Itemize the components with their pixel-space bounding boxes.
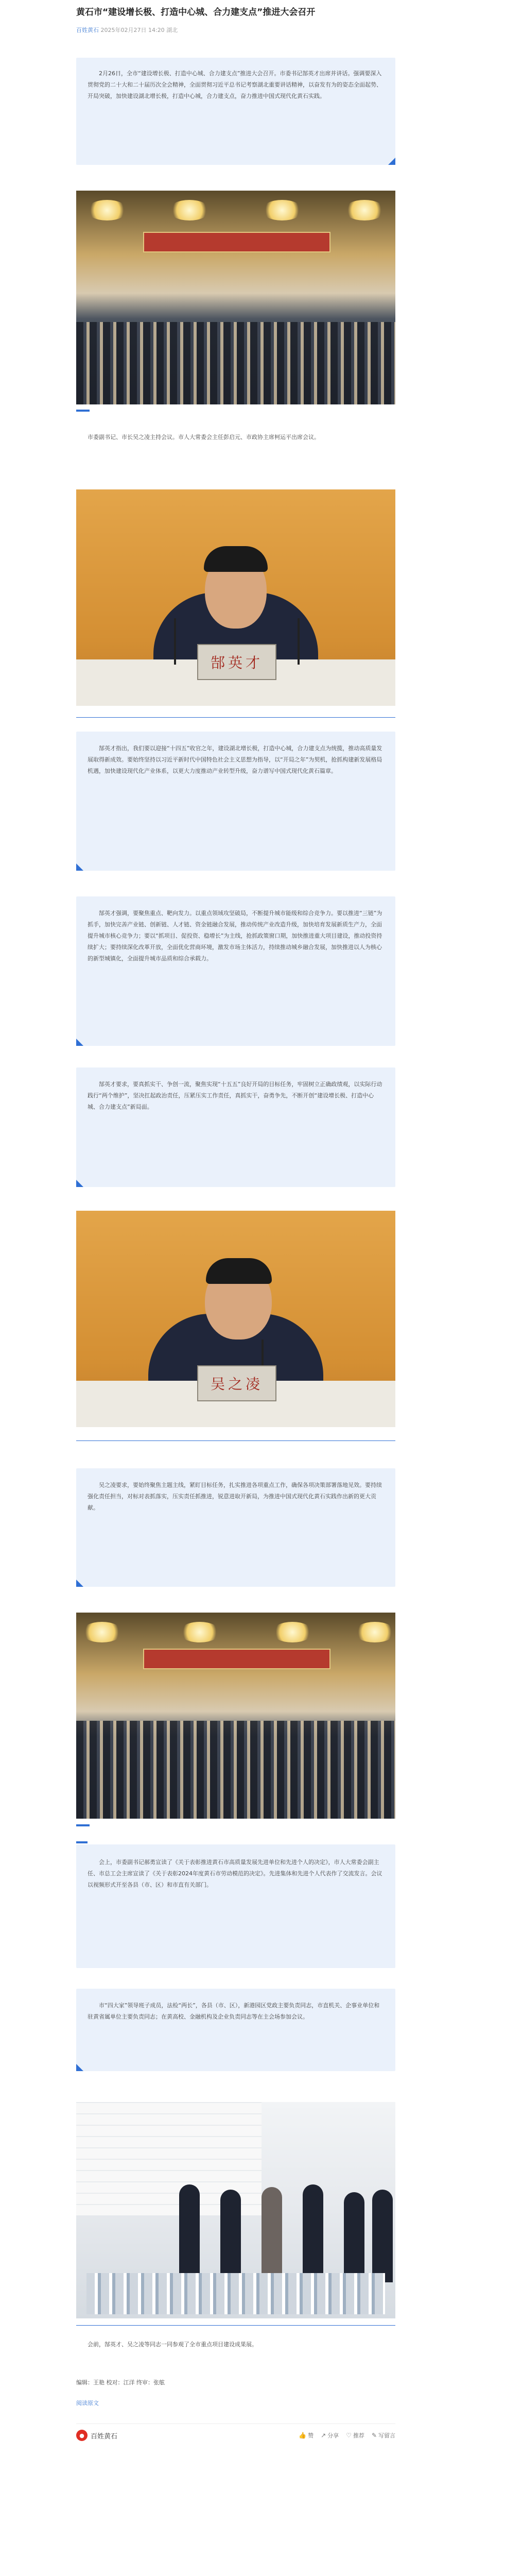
comment-button[interactable] xyxy=(372,2431,395,2439)
card-corner-decoration xyxy=(76,1180,83,1187)
host-card xyxy=(76,1468,395,1587)
paragraph-exhibition: 会前，郜英才、吴之凌等同志一同参观了全市重点项目建设成果展。 xyxy=(88,2341,257,2348)
photo-accent-line xyxy=(76,2325,395,2326)
like-button[interactable] xyxy=(299,2431,314,2439)
card-corner-decoration xyxy=(76,2064,83,2071)
chandelier-decoration xyxy=(344,200,385,221)
brand-name[interactable]: 百姓黄石 xyxy=(91,2432,118,2441)
speech-card-2 xyxy=(76,896,395,1046)
read-original-link[interactable]: 阅读原文 xyxy=(76,2400,99,2406)
attendees-card xyxy=(76,1989,395,2071)
photo-accent-bar xyxy=(76,410,90,412)
speaker-portrait-photo xyxy=(76,489,395,706)
visitor xyxy=(179,2184,200,2282)
article-location: 湖北 xyxy=(166,27,178,33)
paragraph-host: 市委副书记、市长吴之凌主持会议。市人大常委会主任彭启元、市政协主席柯运平出席会议。 xyxy=(88,434,320,440)
comment-label: 写留言 xyxy=(378,2432,395,2439)
audience-rows xyxy=(76,1721,395,1819)
exhibition-visit-photo xyxy=(76,2102,395,2318)
host-hair xyxy=(206,1258,272,1284)
stage-banner xyxy=(143,232,330,252)
intro-card xyxy=(76,58,395,165)
photo-accent-bar xyxy=(76,1824,90,1826)
stage-banner xyxy=(143,1649,330,1669)
commendation-card xyxy=(76,1844,395,1968)
card-top-accent xyxy=(76,1841,88,1843)
chandelier-decoration xyxy=(272,1622,313,1642)
comment-icon: ✎ xyxy=(371,2432,377,2439)
recommend-button[interactable] xyxy=(346,2431,364,2439)
footer-actions xyxy=(299,2431,395,2439)
meeting-hall-photo xyxy=(76,191,395,404)
recommend-label: 推荐 xyxy=(353,2432,364,2439)
chandelier-decoration xyxy=(86,200,128,221)
editor-credits: 编辑：王艳 校对：江洋 终审：张舷 xyxy=(76,2379,165,2386)
article-meta xyxy=(76,26,178,34)
meeting-hall-photo-2 xyxy=(76,1613,395,1819)
paragraph-speech-2: 郜英才强调，要聚焦重点、靶向发力。以重点领域攻坚破局，不断提升城市能级和综合竞争力。要以推进“三链”为抓手，加快完善产业链、创新链、人才链、资金链融合发展，推动传统产业改造升级，加快培育发展新质生产力，全面提升城市核心竞争力；要以“抓项目、促投资、稳增长”为主线，抢抓政策窗口期，加快推进重大项目建设，推动投资持续扩大；要持续深化改革开放，全面优化营商环境，激发市场主体活力，持续推动城乡融合发展，加快推进以人为核心的新型城镇化，全面提升城市品质和综合承载力。 xyxy=(88,910,382,962)
paragraph-host-remarks: 吴之凌要求，要始终聚焦主题主线，紧盯目标任务，扎实推进各项重点工作，确保各项决策部署落地见效。要持续强化责任担当，对标对表抓落实，压实责任抓推进，锐意进取开新局，为推进中国式现代化黄石实践作出新的更大贡献。 xyxy=(88,1482,382,1511)
city-model xyxy=(86,2273,385,2314)
paragraph-intro: 2月26日，全市“建设增长极、打造中心城、合力建支点”推进大会召开。市委书记郜英才出席并讲话。强调要深入贯彻党的二十大和二十届历次全会精神，全面贯彻习近平总书记考察湖北重要讲话精神，以奋发有为的姿态全面起势、开局突破，加快建设湖北增长极，打造中心城，合力建支点，奋力推进中国式现代化黄石实践。 xyxy=(88,70,382,99)
host-portrait-photo xyxy=(76,1211,395,1427)
photo-accent-line xyxy=(76,1440,395,1441)
share-label: 分享 xyxy=(327,2432,339,2439)
heart-icon: ♡ xyxy=(346,2432,352,2439)
chandelier-decoration xyxy=(262,200,303,221)
nameplate: 吴之凌 xyxy=(197,1365,276,1401)
article-datetime: 2025年02月27日 14:20 xyxy=(100,27,165,33)
paragraph-commendation: 会上，市委副书记郝勇宣读了《关于表彰推进黄石市高质量发展先进单位和先进个人的决定》，市人大常委会副主任、市总工会主席宣读了《关于表彰2024年度黄石市劳动模范的决定》。先进集体和先进个人代表作了交流发言。会议以视频形式开至各县（市、区）和市直有关部门。 xyxy=(88,1859,382,1888)
speech-card-1 xyxy=(76,732,395,871)
chandelier-decoration xyxy=(81,1622,123,1642)
visitor xyxy=(220,2190,241,2282)
nameplate: 郜英才 xyxy=(197,644,276,680)
share-icon: ↗ xyxy=(321,2432,326,2439)
thumb-up-icon: 👍 xyxy=(299,2432,307,2439)
chandelier-decoration xyxy=(354,1622,395,1642)
card-corner-decoration xyxy=(76,1580,83,1587)
footer-bar xyxy=(76,2428,395,2443)
card-corner-decoration xyxy=(76,1039,83,1046)
photo-accent-line xyxy=(76,717,395,718)
speech-card-3 xyxy=(76,1067,395,1187)
chandelier-decoration xyxy=(179,1622,220,1642)
chandelier-decoration xyxy=(169,200,210,221)
visitor xyxy=(372,2190,393,2282)
visitor xyxy=(303,2184,323,2282)
article-source-link[interactable]: 百姓黄石 xyxy=(76,27,99,33)
brand-logo-icon[interactable]: ● xyxy=(76,2430,88,2441)
paragraph-speech-3: 郜英才要求，要真抓实干、争创一流，聚焦实现“十五五”良好开局的目标任务，牢固树立正确政绩观，以实际行动践行“两个维护”，坚决扛起政治责任，压紧压实工作责任，真抓实干，奋勇争先，不断开创“建设增长极、打造中心城、合力建支点”新局面。 xyxy=(88,1081,382,1110)
card-corner-decoration xyxy=(388,158,395,165)
microphone xyxy=(174,618,176,665)
like-label: 赞 xyxy=(308,2432,314,2439)
paragraph-attendees: 市“四大家”领导班子成员，法检“两长”，各县（市、区），新港园区党政主要负责同志，市直机关、企事业单位和驻黄省属单位主要负责同志；在黄高校、金融机构及企业负责同志等在主会场参加会议。 xyxy=(88,2002,380,2020)
visitor xyxy=(344,2192,364,2282)
article-title: 黄石市“建设增长极、打造中心城、合力建支点”推进大会召开 xyxy=(76,7,316,18)
paragraph-speech-1: 郜英才指出，我们要以迎接“十四五”收官之年，建设湖北增长极，打造中心城，合力建支点为统揽，推动高质量发展取得新成效。要始终坚持以习近平新时代中国特色社会主义思想为指导，以“开局之年”为契机，抢抓构建新发展格局机遇，加快建设现代化产业体系，以更大力度推动产业转型升级，奋力谱写中国式现代化黄石篇章。 xyxy=(88,745,382,774)
visitor xyxy=(262,2187,282,2282)
microphone xyxy=(298,618,300,665)
speaker-hair xyxy=(204,546,268,572)
card-corner-decoration xyxy=(76,863,83,871)
audience-rows xyxy=(76,322,395,404)
share-button[interactable] xyxy=(321,2431,339,2439)
